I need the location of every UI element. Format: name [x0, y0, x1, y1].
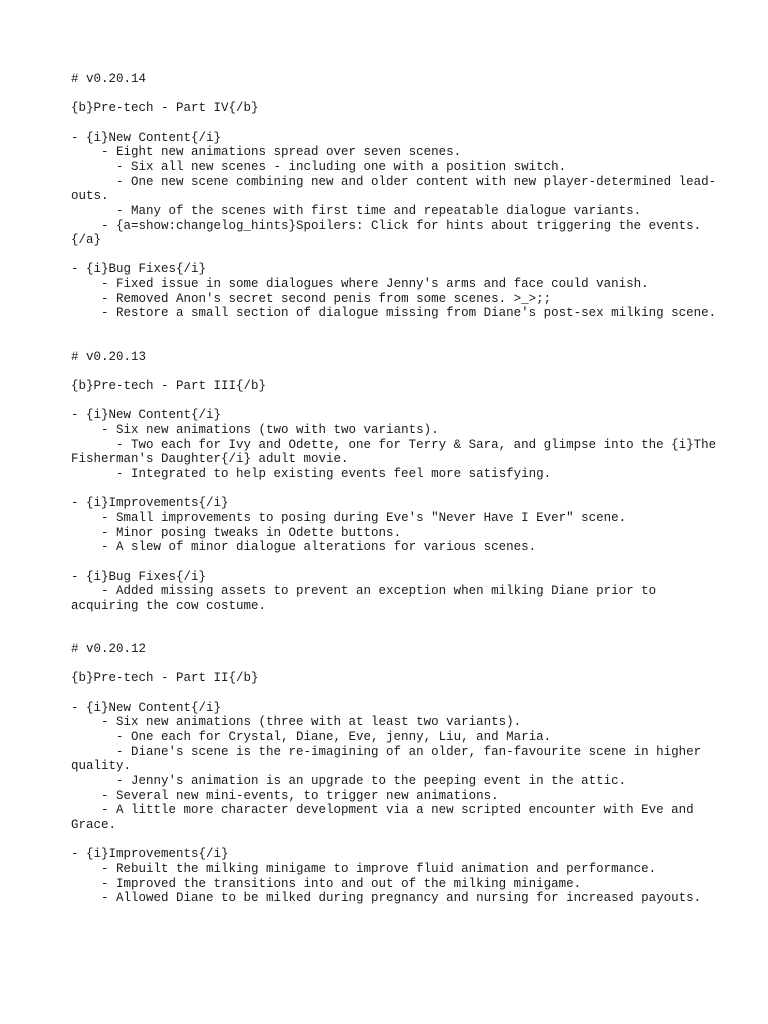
blank-line: [71, 116, 721, 131]
blank-line: [71, 833, 721, 848]
blank-line: [71, 248, 721, 263]
blank-line: [71, 686, 721, 701]
changelog-line: - Fixed issue in some dialogues where Jenny's arms and face could vanish.: [71, 277, 649, 292]
changelog-line: - Diane's scene is the re-imagining of an older, fan-favourite scene in higher quality.: [71, 744, 709, 774]
blank-line: [71, 364, 721, 379]
blank-line: [71, 628, 721, 642]
changelog-line: - Six all new scenes - including one with a position switch.: [71, 159, 567, 174]
changelog-line: - Added missing assets to prevent an exception when milking Diane prior to acquiring the cow costume.: [71, 584, 664, 613]
blank-line: [71, 555, 721, 570]
changelog-line: - Several new mini-events, to trigger new animations.: [71, 788, 499, 803]
changelog-line: - Improved the transitions into and out of the milking minigame.: [71, 876, 582, 891]
changelog-line: {b}Pre-tech - Part III{/b}: [71, 379, 267, 394]
changelog-line: - Small improvements to posing during Eve's "Never Have I Ever" scene.: [71, 510, 627, 525]
changelog-line: - {i}New Content{/i}: [71, 130, 222, 145]
changelog-line: - Jenny's animation is an upgrade to the peeping event in the attic.: [71, 774, 627, 789]
version-heading: # v0.20.13: [71, 349, 147, 364]
changelog-line: - A slew of minor dialogue alterations for various scenes.: [71, 540, 537, 555]
changelog-line: - Allowed Diane to be milked during pregnancy and nursing for increased payouts.: [71, 891, 702, 906]
changelog-line: - Six new animations (two with two variants).: [71, 423, 439, 437]
blank-line: [71, 614, 721, 629]
blank-line: [71, 87, 721, 102]
changelog-line: - {i}Bug Fixes{/i}: [71, 262, 207, 277]
changelog-line: - Removed Anon's secret second penis from some scenes. >_>;;: [71, 291, 552, 306]
blank-line: [71, 394, 721, 409]
changelog-line: - One new scene combining new and older content with new player-determined lead-outs.: [71, 174, 717, 204]
changelog-line: - Restore a small section of dialogue missing from Diane's post-sex milking scene.: [71, 306, 717, 321]
changelog-line: - Integrated to help existing events feel more satisfying.: [71, 466, 552, 481]
changelog-document: [71, 72, 724, 906]
changelog-line: - Eight new animations spread over seven scenes.: [71, 145, 462, 160]
version-heading: # v0.20.14: [71, 72, 147, 86]
changelog-line: - {i}New Content{/i}: [71, 700, 222, 715]
changelog-line: - {i}Improvements{/i}: [71, 847, 229, 862]
changelog-line: - Two each for Ivy and Odette, one for Terry & Sara, and glimpse into the {i}The Fisherman's Daughter{/i} adult movie.: [71, 437, 724, 467]
changelog-line: - Minor posing tweaks in Odette buttons.: [71, 525, 402, 540]
changelog-line: {b}Pre-tech - Part II{/b}: [71, 671, 259, 686]
changelog-line: - {a=show:changelog_hints}Spoilers: Click for hints about triggering the events.{/a}: [71, 218, 702, 248]
version-heading: # v0.20.12: [71, 642, 147, 657]
changelog-line: {b}Pre-tech - Part IV{/b}: [71, 101, 259, 116]
changelog-line: - {i}Bug Fixes{/i}: [71, 569, 207, 584]
blank-line: [71, 336, 721, 350]
changelog-line: - Six new animations (three with at least two variants).: [71, 715, 522, 730]
changelog-line: - {i}Improvements{/i}: [71, 496, 229, 511]
blank-line: [71, 657, 721, 672]
changelog-line: - A little more character development via a new scripted encounter with Eve and Grace.: [71, 803, 702, 832]
changelog-line: - One each for Crystal, Diane, Eve, jenny, Liu, and Maria.: [71, 730, 552, 745]
changelog-line: - Rebuilt the milking minigame to improve fluid animation and performance.: [71, 861, 657, 876]
changelog-line: - Many of the scenes with first time and repeatable dialogue variants.: [71, 203, 642, 218]
blank-line: [71, 321, 721, 336]
blank-line: [71, 482, 721, 497]
changelog-line: - {i}New Content{/i}: [71, 408, 222, 423]
